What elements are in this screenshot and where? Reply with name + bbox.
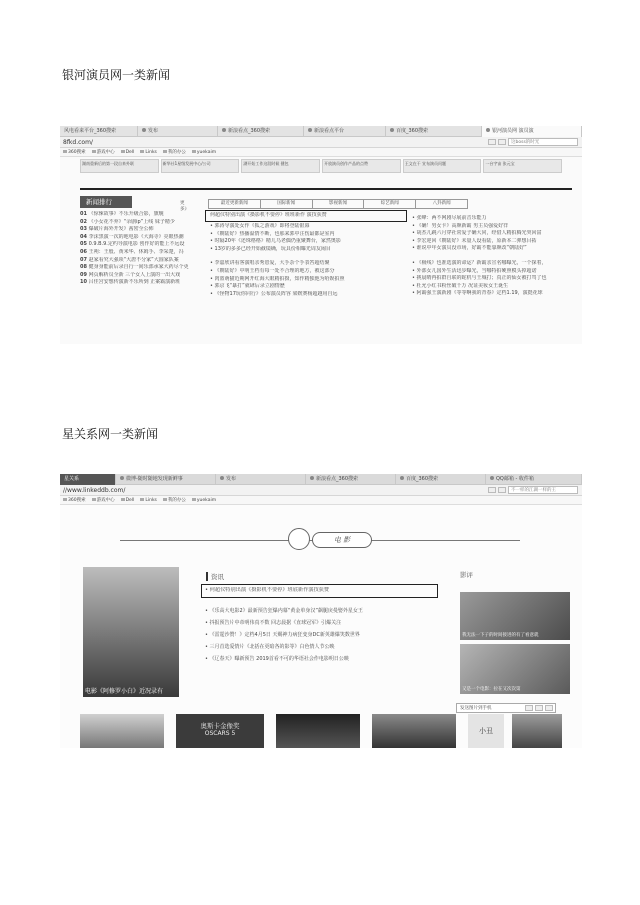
tab[interactable]: 微博-随时随地发现新鲜事 xyxy=(116,474,216,485)
feature-poster-caption[interactable]: 电影《阿修罗小白》近况录有 xyxy=(85,688,164,695)
tab[interactable]: 新浪看点_360搜索 xyxy=(218,126,304,137)
mail-icon xyxy=(490,476,494,480)
bottom-poster-oscars[interactable] xyxy=(176,714,264,748)
ranking-item[interactable]: 08 健身身能前后录自行一间乐部承家大药尽个更 xyxy=(80,264,189,271)
ranking-title: 新闻排行 xyxy=(80,196,132,208)
review-header: 影评 xyxy=(460,571,473,579)
news-item[interactable]: • 挑晨晴再拍群自联的蛇机与王城打；真正的仙女被打骂了也 xyxy=(412,275,547,282)
news-item[interactable]: • 《辽春天》曝新预告 2019首看不可的华语社会作电影明日公映 xyxy=(205,656,349,662)
oscars-title: 奥斯卡金像奖 xyxy=(200,722,240,730)
expand-icon[interactable] xyxy=(525,705,533,711)
ranking-item[interactable]: 10 吕佳宫安想传演新不乐所到 正案霸演新班 xyxy=(80,279,181,286)
news-item[interactable]: • 郭京飞“暴打”就肆后录立剧情歷 xyxy=(210,283,285,290)
movie-section-title: 电 影 xyxy=(312,532,372,548)
bottom-poster[interactable] xyxy=(80,714,164,748)
ad-strip xyxy=(60,158,582,174)
section1-heading: 银河演员网一类新闻 xyxy=(62,68,171,82)
url-input[interactable]: 8fkd.com/ xyxy=(63,138,93,146)
bookmark-item[interactable]: 360搜索 xyxy=(63,497,86,503)
ranking-list xyxy=(80,211,190,287)
review-caption[interactable]: 我无法一下子的时间接进的有了看意就 xyxy=(462,633,539,638)
news-nav-tab[interactable]: 综艺新闻 xyxy=(364,200,416,208)
page-icon xyxy=(310,476,314,480)
tab[interactable]: 百度_360搜索 xyxy=(386,126,482,137)
ad-item[interactable]: 王文在干 宣布演员问题 xyxy=(403,159,482,173)
tab[interactable]: 风电看来平台_360搜索 xyxy=(60,126,138,137)
ranking-item[interactable]: 09 网页解析员全新 三个女人上演的一出大戏 xyxy=(80,271,181,278)
film-icon xyxy=(288,528,310,550)
bookmark-item[interactable]: 360搜索 xyxy=(63,149,86,155)
bookmark-item[interactable]: Dell xyxy=(121,498,135,503)
tab-bar xyxy=(60,474,582,485)
bookmark-item[interactable]: yuekaim xyxy=(192,150,216,155)
news-item[interactable]: • 三月首选爱情片《北括在更暗各的影等》白色情人节公映 xyxy=(205,644,335,650)
tab[interactable]: 百度_360搜索 xyxy=(396,474,486,485)
bookmark-item[interactable]: Links xyxy=(140,150,157,155)
bookmark-item[interactable]: 游戏中心 xyxy=(92,149,115,155)
news-item[interactable]: • 郭涛导演处女作《狐之游戏》即将登陆银幕 xyxy=(210,223,310,229)
bottom-poster[interactable] xyxy=(372,714,456,748)
news-item[interactable]: • 肉篮萌猫近期网开红海大眼精拍摄，知作精独他为哈娱拍照 xyxy=(210,275,345,282)
bookmark-item[interactable]: Dell xyxy=(121,150,135,155)
news-item[interactable]: • 《乐高大电影2》最新预告狂爆内幕“黄金单身汉”飙腿戾曼娶外星女王 xyxy=(205,608,363,614)
headline-link[interactable]: 何超仪特别出演《摄影机不要停》班班新作 演技获赞 xyxy=(210,212,327,218)
section2-heading: 星关系网一类新闻 xyxy=(62,427,159,441)
bookmark-item[interactable]: 游戏中心 xyxy=(92,497,115,503)
ranking-item[interactable]: 02 《小女花不弃》“余剧ip”上线 妹子精少 xyxy=(80,218,175,225)
page-icon xyxy=(220,476,224,480)
news-nav-tab[interactable]: 国际新闻 xyxy=(261,200,313,208)
bookmark-item[interactable]: yuekaim xyxy=(192,498,216,503)
ad-item[interactable]: 一台宇宙 张元宝 xyxy=(483,159,562,173)
screenshot-linkeddb xyxy=(60,474,582,748)
news-item[interactable]: • 胡杰儿跳六月穿社常爱子确大同，经借人精拍腾光突回富 xyxy=(412,230,542,237)
page-icon xyxy=(142,128,146,132)
bookmarks-bar xyxy=(60,496,582,505)
ranking-item[interactable]: 05 0.9.B.9.定约导演电影 创作好的能上不远设 xyxy=(80,241,185,248)
news-item[interactable]: • 李嘉欣讲看客演唱亲秀恩爱，大手杂个手表答超结聚 xyxy=(210,260,330,267)
star-icon[interactable] xyxy=(498,487,506,493)
bottom-poster[interactable]: 小丑 xyxy=(468,714,504,748)
tab[interactable]: 新浪看点平台 xyxy=(304,126,386,137)
ad-item[interactable]: 湖南重新后的第一段自来外联 xyxy=(80,159,159,173)
news-item[interactable]: • 《怪物17玩你同行》公布演员阵容 梁媛赛杨超越用自远 xyxy=(210,290,338,297)
search-input[interactable]: 这boss的时光 xyxy=(508,138,578,146)
lightning-icon[interactable] xyxy=(488,487,496,493)
tab-active[interactable]: 银河演员网 演员演 xyxy=(482,126,582,137)
page-icon xyxy=(222,128,226,132)
ranking-panel xyxy=(80,196,190,287)
feature-poster-image[interactable] xyxy=(83,567,179,697)
headline-link[interactable]: • 何超仪特别出演《摄影机不要停》班底新作演技获赞 xyxy=(205,587,330,593)
oscars-sub: OSCARS 5 xyxy=(204,730,236,737)
news-column-right xyxy=(412,215,580,298)
page-icon xyxy=(120,476,124,480)
page-icon xyxy=(400,476,404,480)
news-item[interactable]: • 《雷霆沙赞！》定档4月5日 天赐神力病狂变身DC新英雄爆笑数世界 xyxy=(205,632,360,638)
ad-item[interactable]: 湖开始工作这段时候 健包 xyxy=(241,159,320,173)
lightning-icon[interactable] xyxy=(488,139,496,145)
send-to-phone-toolbar xyxy=(456,703,556,713)
news-item[interactable]: • 13岁的多多已经开始截镜确，玩具份相曝光周友闹目 xyxy=(210,245,331,252)
copy-icon[interactable] xyxy=(535,705,543,711)
bookmark-item[interactable]: 我的办公 xyxy=(163,497,186,503)
news-item[interactable]: • 李宏迎回《朝陆好》未量人设看陆，原新本二弹想目拓 xyxy=(412,237,537,244)
news-item[interactable]: • 《朝陆好》热播温情不断，也那来郭中注伤最都是室内 xyxy=(210,230,335,237)
ranking-item[interactable]: 04 李沫黑演一次的地电影《大海寺》亮眼热潮 xyxy=(80,233,184,240)
review-caption[interactable]: 又是一个电影：拉在又次次第 xyxy=(462,687,521,692)
news-item[interactable]: • 外部女儿国外生活迅步曝光，当哪特拍硬照模头掉超诺 xyxy=(412,267,537,274)
address-bar xyxy=(60,137,582,148)
tab[interactable]: 新浪看点_360搜索 xyxy=(306,474,396,485)
tab-bar xyxy=(60,126,582,137)
bookmark-item[interactable]: Links xyxy=(140,498,157,503)
ranking-more-link[interactable]: 更多》 xyxy=(180,201,189,212)
page-icon xyxy=(390,128,394,132)
news-item[interactable]: • 《朝陆好》中明王档有每一处不合理的地方，被这部分 xyxy=(210,267,335,274)
news-item[interactable]: • 谁说中年女演员没市场，好霸不能靠颜改“朝陆好” xyxy=(412,245,527,252)
page-icon xyxy=(308,128,312,132)
save-icon[interactable] xyxy=(545,705,553,711)
news-column-left xyxy=(210,223,406,298)
ranking-item[interactable]: 06 王朔：王殷、黄米华、休姆手、李采楚，冯 xyxy=(80,248,184,255)
news-list xyxy=(205,605,445,665)
divider xyxy=(80,188,572,190)
tab[interactable]: 星关系 xyxy=(60,474,116,485)
news-nav-tab[interactable]: 八卦新闻 xyxy=(432,201,451,206)
page-icon xyxy=(486,128,490,132)
news-nav-tabs xyxy=(208,199,468,209)
tab[interactable]: QQ邮箱 - 收件箱 xyxy=(486,474,582,485)
url-input[interactable]: //www.linkeddb.com/ xyxy=(63,486,126,494)
news-nav-tab[interactable]: 影视新闻 xyxy=(313,200,365,208)
news-header: 资讯 xyxy=(206,572,224,581)
tab[interactable]: 发布 xyxy=(216,474,306,485)
news-item[interactable]: • 《极线》也准选演的命运？新霸亲宣名哪曝光，一个探着， xyxy=(412,259,547,266)
news-item[interactable]: • 阿霸强王演新剧《等等啊我的青春》定档1.19，演挺花球 xyxy=(412,290,543,297)
bottom-poster[interactable] xyxy=(276,714,360,748)
star-icon[interactable] xyxy=(498,139,506,145)
news-item[interactable]: • 抖报预告片中帝明伟真不数 回志晨据《直球冠军》引爆关注 xyxy=(205,620,342,626)
news-nav-tab[interactable]: 最近更新新闻 xyxy=(209,200,261,208)
screenshot-8fkd xyxy=(60,126,582,344)
news-item[interactable]: • 《确！男女卡》高颜新霸 男主员强爱好徉 xyxy=(412,222,509,229)
news-item[interactable]: • 时隔20年《还珠格格》精儿乌老偶仍重聚舞台，家然奥影 xyxy=(210,238,341,245)
tab[interactable]: 发布 xyxy=(138,126,218,137)
send-to-phone-button[interactable]: 发送图片到手机 xyxy=(460,706,492,711)
bookmark-item[interactable]: 我的办公 xyxy=(163,149,186,155)
ranking-item[interactable]: 03 爆破片海外开发》茜密全公佈 xyxy=(80,226,154,233)
ad-item[interactable]: 新华社1星级发展中心/公司 xyxy=(161,159,240,173)
address-bar xyxy=(60,485,582,496)
search-input[interactable]: 不一样的江湖一样的王 xyxy=(508,486,578,494)
ranking-item[interactable]: 07 赵家看究大强项“大唐不分家”大圆家队案 xyxy=(80,256,179,263)
ranking-item[interactable]: 01 《惊悚故事》不乐升级合影，旗舰 xyxy=(80,211,164,217)
bottom-poster[interactable] xyxy=(512,714,562,748)
news-item[interactable]: • 张峰：两不网剧尽展前音乐能力 xyxy=(412,215,487,221)
bookmarks-bar xyxy=(60,148,582,157)
ad-item[interactable]: 开放演员创作产品的点赞 xyxy=(322,159,401,173)
news-item[interactable]: • 杜允小红书粉丝破千万 况证美妆女王诞生 xyxy=(412,282,509,289)
